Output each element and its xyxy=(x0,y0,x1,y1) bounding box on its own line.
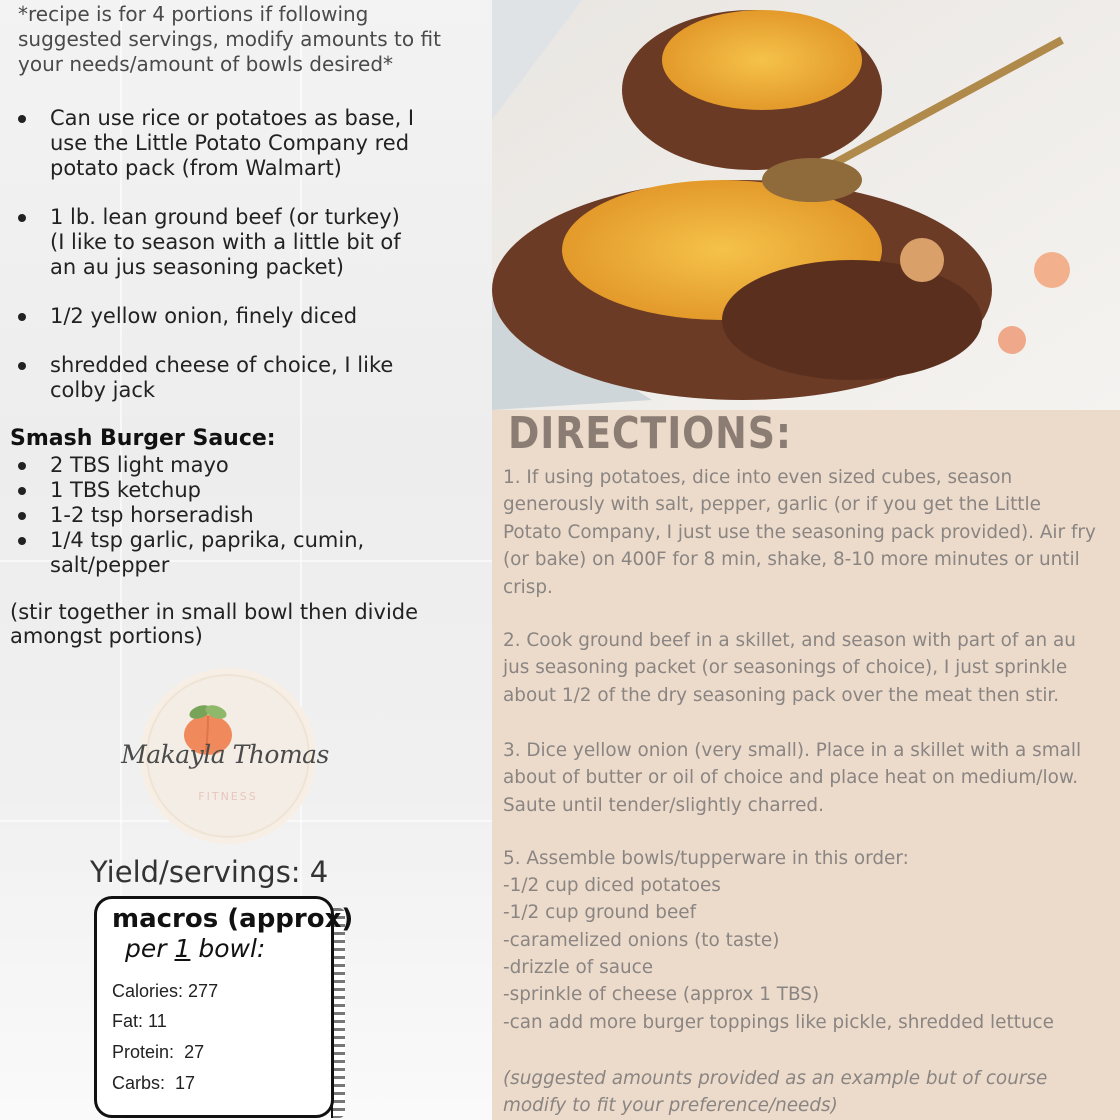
assemble-item: -can add more burger toppings like pickle, shredded lettuce xyxy=(503,1012,1054,1033)
food-photo xyxy=(492,0,1120,410)
portion-note: *recipe is for 4 portions if following suggested servings, modify amounts to fit your needs/amount of bowls desired* xyxy=(18,2,441,76)
macros-sub-suffix: bowl: xyxy=(190,934,266,963)
direction-step: 3. Dice yellow onion (very small). Place in a skillet with a small about of butter or oil of choice and place heat on medium/low. Saute until tender/slightly charred. xyxy=(503,740,1082,816)
macro-value: 277 xyxy=(188,981,219,1001)
macro-calories xyxy=(112,981,218,1002)
sauce-item: 1 TBS ketchup xyxy=(10,478,410,503)
logo-subtitle: FITNESS xyxy=(198,790,258,803)
assemble-item: -1/2 cup diced potatoes xyxy=(503,875,721,896)
macro-label: Carbs: xyxy=(112,1073,166,1093)
yield-servings: Yield/servings: 4 xyxy=(90,855,329,889)
ingredient-item: 1/2 yellow onion, finely diced xyxy=(10,304,420,329)
macro-value: 11 xyxy=(148,1011,167,1031)
macros-sub-number: 1 xyxy=(174,934,191,963)
macro-value: 17 xyxy=(175,1073,196,1093)
macro-label: Calories: xyxy=(112,981,184,1001)
macro-protein xyxy=(112,1042,204,1063)
assemble-item: -drizzle of sauce xyxy=(503,957,654,978)
assemble-title: 5. Assemble bowls/tupperware in this order: xyxy=(503,848,909,869)
macro-carbs xyxy=(112,1073,195,1094)
assemble-item: -1/2 cup ground beef xyxy=(503,902,697,923)
directions-heading: DIRECTIONS: xyxy=(508,408,792,459)
ingredient-item: 1 lb. lean ground beef (or turkey) (I like to season with a little bit of an au jus seasoning packet) xyxy=(10,205,420,280)
macros-sub-prefix: per xyxy=(125,934,175,963)
macro-fat xyxy=(112,1011,167,1032)
ingredient-item: Can use rice or potatoes as base, I use the Little Potato Company red potato pack (from Walmart) xyxy=(10,106,420,181)
ingredient-item: shredded cheese of choice, I like colby jack xyxy=(10,353,420,403)
directions-footer: (suggested amounts provided as an example but of course modify to fit your preference/needs) xyxy=(503,1068,1048,1117)
direction-step: 1. If using potatoes, dice into even sized cubes, season generously with salt, pepper, garlic (or if you get the Little Potato Company, I just use the seasoning pack provided). Air fry (or bake) on 400F for 8 min, shake, 8-10 more minutes or until crisp. xyxy=(503,467,1096,598)
macro-label: Protein: xyxy=(112,1042,175,1062)
logo-signature: Makayla Thomas xyxy=(121,740,329,769)
sauce-note: (stir together in small bowl then divide amongst portions) xyxy=(10,600,419,648)
sauce-item: 1/4 tsp garlic, paprika, cumin, salt/pepper xyxy=(10,528,410,578)
assemble-item: -caramelized onions (to taste) xyxy=(503,930,780,951)
sauce-item: 2 TBS light mayo xyxy=(10,453,410,478)
assemble-item: -sprinkle of cheese (approx 1 TBS) xyxy=(503,984,820,1005)
macro-label: Fat: xyxy=(112,1011,144,1031)
macros-subtitle xyxy=(125,934,265,963)
direction-step: 2. Cook ground beef in a skillet, and season with part of an au jus seasoning packet (or seasonings of choice), I just sprinkle about 1/2 of the dry seasoning pack over the meat then stir. xyxy=(503,630,1076,706)
sauce-list xyxy=(10,453,410,578)
macro-value: 27 xyxy=(184,1042,205,1062)
sauce-item: 1-2 tsp horseradish xyxy=(10,503,410,528)
sauce-title: Smash Burger Sauce: xyxy=(10,426,276,451)
macros-title: macros (approx) xyxy=(112,904,354,934)
ingredient-list xyxy=(10,106,420,427)
